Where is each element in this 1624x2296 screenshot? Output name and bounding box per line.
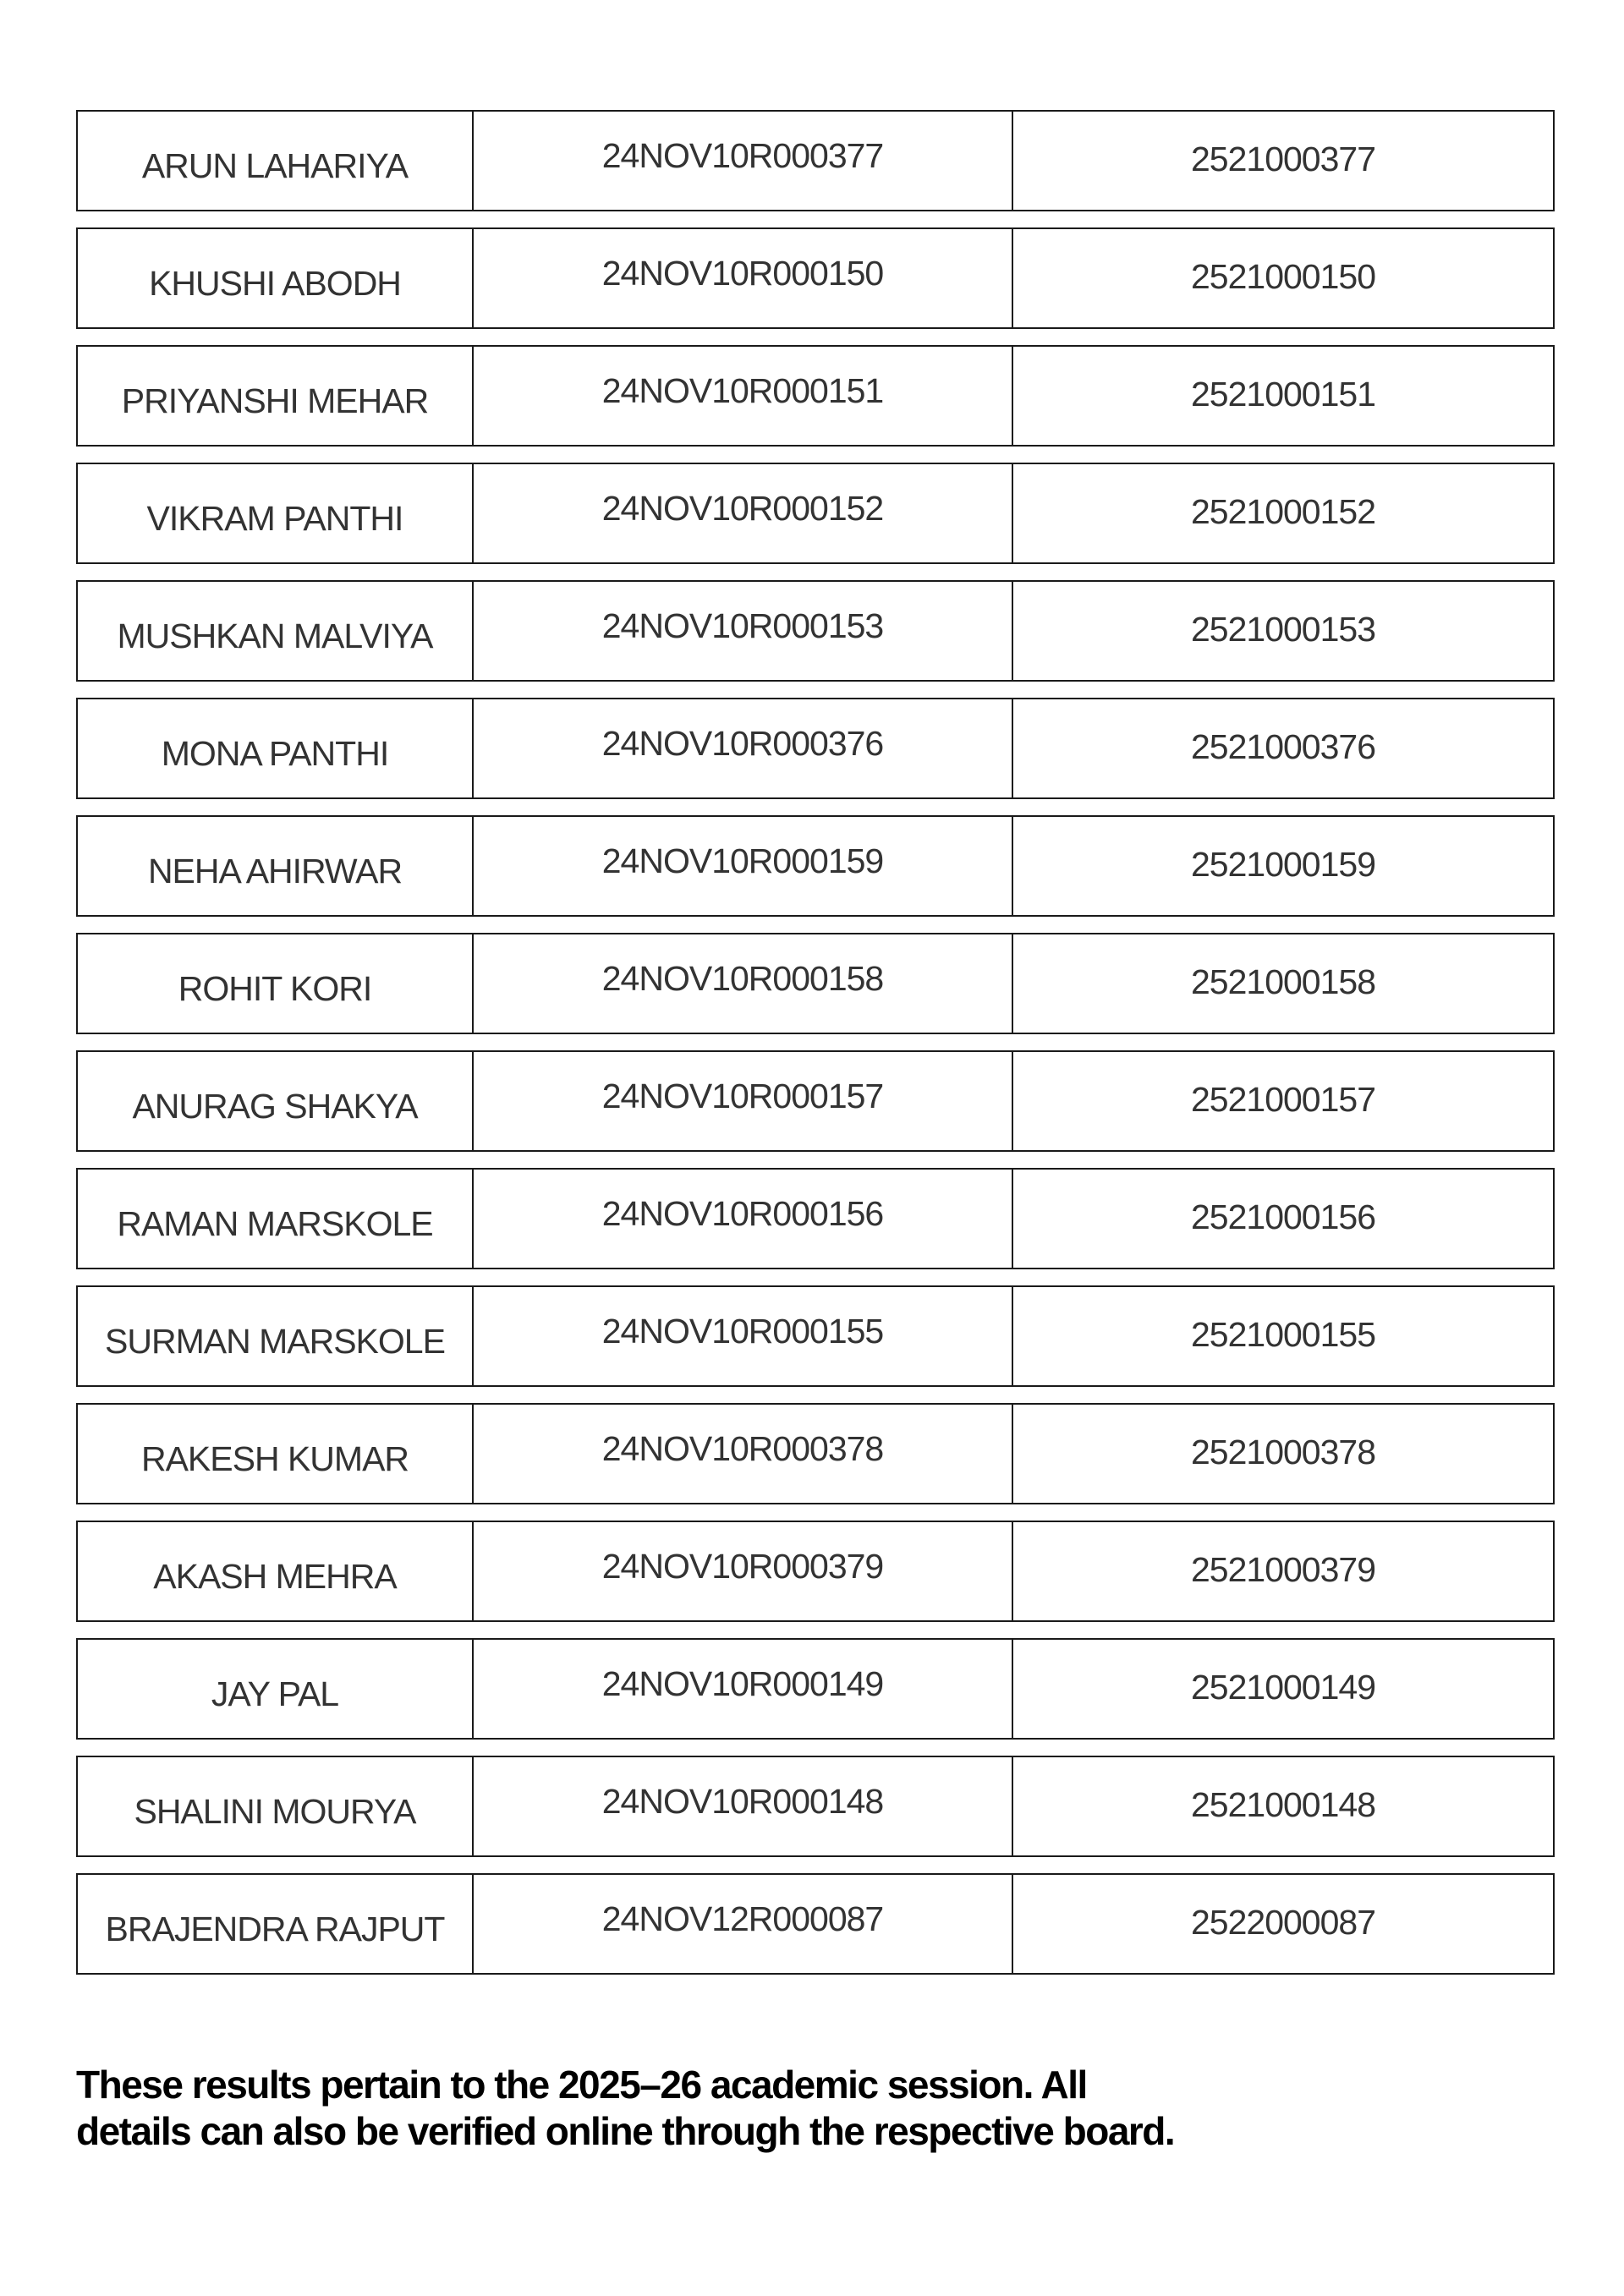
registration-code-text: 24NOV10R000148 <box>601 1781 884 1821</box>
table-row <box>76 345 1556 447</box>
student-name-cell <box>76 1403 474 1504</box>
table-row <box>76 463 1556 564</box>
registration-code-cell <box>472 227 1013 329</box>
roll-number-cell <box>1012 933 1555 1034</box>
results-table <box>76 110 1556 1991</box>
registration-code-cell <box>472 1756 1013 1857</box>
student-name-cell <box>76 580 474 682</box>
roll-number-cell <box>1012 1285 1555 1387</box>
roll-number-cell <box>1012 1168 1555 1269</box>
registration-code-text: 24NOV12R000087 <box>601 1899 884 1938</box>
roll-number-text: 2521000378 <box>1190 1432 1376 1471</box>
student-name-cell <box>76 110 474 211</box>
student-name-text: ARUN LAHARIYA <box>141 145 409 185</box>
student-name-cell <box>76 1756 474 1857</box>
registration-code-cell <box>472 1638 1013 1740</box>
registration-code-text: 24NOV10R000153 <box>601 606 884 645</box>
registration-code-text: 24NOV10R000159 <box>601 841 884 880</box>
registration-code-cell <box>472 815 1013 917</box>
student-name-cell <box>76 815 474 917</box>
student-name-text: SHALINI MOURYA <box>134 1791 416 1831</box>
roll-number-text: 2521000157 <box>1190 1079 1376 1119</box>
roll-number-cell <box>1012 110 1555 211</box>
registration-code-text: 24NOV10R000152 <box>601 488 884 528</box>
registration-code-cell <box>472 1050 1013 1152</box>
student-name-text: VIKRAM PANTHI <box>146 498 403 538</box>
footnote <box>76 2062 1429 2155</box>
table-row <box>76 1638 1556 1740</box>
registration-code-text: 24NOV10R000156 <box>601 1193 884 1233</box>
student-name-text: PRIYANSHI MEHAR <box>121 381 429 420</box>
table-row <box>76 227 1556 329</box>
registration-code-cell <box>472 110 1013 211</box>
roll-number-cell <box>1012 227 1555 329</box>
roll-number-text: 2521000377 <box>1190 139 1376 178</box>
table-row <box>76 933 1556 1034</box>
roll-number-cell <box>1012 1050 1555 1152</box>
registration-code-text: 24NOV10R000151 <box>601 370 884 410</box>
roll-number-cell <box>1012 698 1555 799</box>
student-name-text: AKASH MEHRA <box>153 1556 397 1596</box>
roll-number-text: 2521000155 <box>1190 1314 1376 1354</box>
registration-code-text: 24NOV10R000379 <box>601 1546 884 1586</box>
student-name-cell <box>76 463 474 564</box>
roll-number-text: 2521000150 <box>1190 256 1376 296</box>
roll-number-text: 2521000151 <box>1190 374 1376 414</box>
table-row <box>76 1873 1556 1975</box>
roll-number-text: 2521000376 <box>1190 726 1376 766</box>
student-name-text: RAKESH KUMAR <box>140 1438 409 1478</box>
registration-code-cell <box>472 1403 1013 1504</box>
registration-code-cell <box>472 463 1013 564</box>
registration-code-cell <box>472 933 1013 1034</box>
registration-code-text: 24NOV10R000155 <box>601 1311 884 1351</box>
roll-number-text: 2521000149 <box>1190 1667 1376 1707</box>
student-name-cell <box>76 1873 474 1975</box>
student-name-text: MUSHKAN MALVIYA <box>117 616 433 655</box>
registration-code-text: 24NOV10R000377 <box>601 135 884 175</box>
registration-code-text: 24NOV10R000376 <box>601 723 884 763</box>
roll-number-cell <box>1012 1521 1555 1622</box>
student-name-cell <box>76 1285 474 1387</box>
registration-code-text: 24NOV10R000378 <box>601 1428 884 1468</box>
student-name-text: KHUSHI ABODH <box>149 263 401 303</box>
roll-number-text: 2521000158 <box>1190 962 1376 1001</box>
table-row <box>76 698 1556 799</box>
registration-code-text: 24NOV10R000157 <box>601 1076 884 1115</box>
roll-number-text: 2521000153 <box>1190 609 1376 649</box>
table-row <box>76 580 1556 682</box>
table-row <box>76 1521 1556 1622</box>
table-row <box>76 1168 1556 1269</box>
roll-number-cell <box>1012 345 1555 447</box>
roll-number-cell <box>1012 580 1555 682</box>
student-name-cell <box>76 1050 474 1152</box>
registration-code-cell <box>472 1521 1013 1622</box>
footnote-line-1: These results pertain to the 2025–26 academic session. All <box>76 2063 1087 2107</box>
student-name-text: RAMAN MARSKOLE <box>117 1203 433 1243</box>
footnote-line-2: details can also be verified online through the respective board. <box>76 2109 1175 2153</box>
roll-number-text: 2521000152 <box>1190 491 1376 531</box>
student-name-cell <box>76 933 474 1034</box>
registration-code-text: 24NOV10R000158 <box>601 958 884 998</box>
table-row <box>76 815 1556 917</box>
student-name-cell <box>76 1638 474 1740</box>
student-name-cell <box>76 1521 474 1622</box>
table-row <box>76 1050 1556 1152</box>
roll-number-cell <box>1012 1638 1555 1740</box>
registration-code-cell <box>472 1873 1013 1975</box>
student-name-cell <box>76 345 474 447</box>
student-name-cell <box>76 1168 474 1269</box>
table-row <box>76 1403 1556 1504</box>
roll-number-cell <box>1012 463 1555 564</box>
student-name-text: NEHA AHIRWAR <box>147 851 403 890</box>
registration-code-text: 24NOV10R000149 <box>601 1663 884 1703</box>
student-name-text: ANURAG SHAKYA <box>132 1086 418 1126</box>
roll-number-text: 2521000148 <box>1190 1784 1376 1824</box>
table-row <box>76 110 1556 211</box>
registration-code-cell <box>472 698 1013 799</box>
registration-code-cell <box>472 580 1013 682</box>
roll-number-cell <box>1012 815 1555 917</box>
registration-code-text: 24NOV10R000150 <box>601 253 884 293</box>
student-name-text: SURMAN MARSKOLE <box>105 1321 445 1361</box>
roll-number-text: 2522000087 <box>1190 1902 1376 1942</box>
table-row <box>76 1285 1556 1387</box>
student-name-text: JAY PAL <box>211 1674 339 1713</box>
table-row <box>76 1756 1556 1857</box>
roll-number-cell <box>1012 1403 1555 1504</box>
student-name-text: MONA PANTHI <box>161 733 389 773</box>
student-name-text: ROHIT KORI <box>178 968 372 1008</box>
student-name-cell <box>76 227 474 329</box>
student-name-text: BRAJENDRA RAJPUT <box>105 1909 445 1948</box>
registration-code-cell <box>472 345 1013 447</box>
registration-code-cell <box>472 1285 1013 1387</box>
roll-number-cell <box>1012 1756 1555 1857</box>
roll-number-text: 2521000379 <box>1190 1549 1376 1589</box>
roll-number-text: 2521000156 <box>1190 1197 1376 1236</box>
roll-number-text: 2521000159 <box>1190 844 1376 884</box>
student-name-cell <box>76 698 474 799</box>
registration-code-cell <box>472 1168 1013 1269</box>
roll-number-cell <box>1012 1873 1555 1975</box>
